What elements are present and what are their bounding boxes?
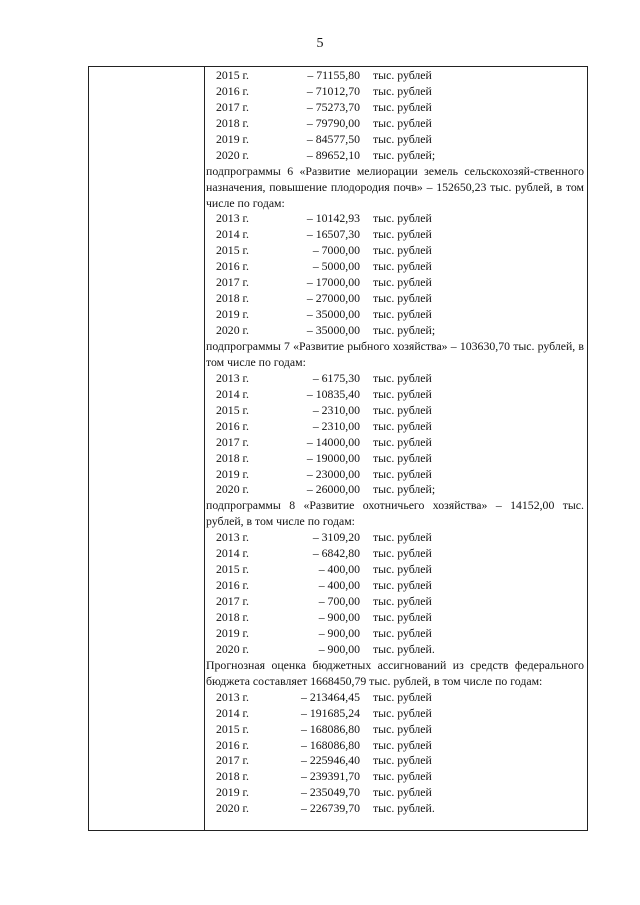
year: 2013 г. [216, 689, 249, 704]
amount: – 10142,93 [306, 211, 360, 226]
year-row [206, 482, 584, 498]
unit: тыс. рублей [373, 275, 432, 290]
amount: – 6175,30 [312, 370, 360, 385]
year: 2014 г. [216, 705, 249, 720]
unit: тыс. рублей. [373, 641, 435, 656]
year-row [206, 467, 584, 483]
year: 2013 г. [216, 530, 249, 545]
amount: – 400,00 [318, 578, 360, 593]
year: 2013 г. [216, 211, 249, 226]
year-row [206, 68, 584, 84]
amount: – 10835,40 [306, 386, 360, 401]
amount: – 79790,00 [306, 115, 360, 130]
year: 2019 г. [216, 785, 249, 800]
unit: тыс. рублей [373, 705, 432, 720]
year-row [206, 642, 584, 658]
year: 2018 г. [216, 769, 249, 784]
funding-text-cell [206, 68, 584, 817]
year-row [206, 769, 584, 785]
unit: тыс. рублей. [373, 801, 435, 816]
year-row [206, 562, 584, 578]
unit: тыс. рублей [373, 578, 432, 593]
year-row [206, 753, 584, 769]
amount: – 75273,70 [306, 99, 360, 114]
amount: – 5000,00 [312, 259, 360, 274]
year-row [206, 610, 584, 626]
year: 2019 г. [216, 625, 249, 640]
amount: – 3109,20 [312, 530, 360, 545]
amount: – 84577,50 [306, 131, 360, 146]
year-row [206, 419, 584, 435]
year-row [206, 291, 584, 307]
year: 2016 г. [216, 737, 249, 752]
amount: – 225946,40 [301, 753, 360, 768]
year: 2020 г. [216, 801, 249, 816]
year: 2015 г. [216, 243, 249, 258]
amount: – 900,00 [318, 609, 360, 624]
year-row [206, 435, 584, 451]
amount: – 23000,00 [306, 466, 360, 481]
amount: – 26000,00 [306, 482, 360, 497]
unit: тыс. рублей [373, 418, 432, 433]
unit: тыс. рублей; [373, 323, 436, 338]
unit: тыс. рублей [373, 769, 432, 784]
subprogram-6-years [206, 211, 584, 339]
year-row [206, 132, 584, 148]
unit: тыс. рублей [373, 243, 432, 258]
subprogram-8-heading: подпрограммы 8 «Развитие охотничьего хозяйства» – 14152,00 тыс. рублей, в том числе по годам: [206, 498, 584, 529]
unit: тыс. рублей [373, 450, 432, 465]
subprogram-7-years [206, 371, 584, 499]
amount: – 16507,30 [306, 227, 360, 242]
year-row [206, 100, 584, 116]
amount: – 27000,00 [306, 291, 360, 306]
federal-budget-years [206, 690, 584, 818]
unit: тыс. рублей [373, 530, 432, 545]
amount: – 168086,80 [301, 737, 360, 752]
unit: тыс. рублей [373, 562, 432, 577]
year: 2016 г. [216, 259, 249, 274]
year-row [206, 211, 584, 227]
year: 2020 г. [216, 641, 249, 656]
amount: – 2310,00 [312, 402, 360, 417]
amount: – 71155,80 [307, 68, 360, 82]
unit: тыс. рублей [373, 259, 432, 274]
year-row [206, 307, 584, 323]
unit: тыс. рублей; [373, 482, 436, 497]
unit: тыс. рублей [373, 466, 432, 481]
year: 2020 г. [216, 323, 249, 338]
year: 2014 г. [216, 546, 249, 561]
unit: тыс. рублей [373, 307, 432, 322]
year-row [206, 801, 584, 817]
year-row [206, 323, 584, 339]
unit: тыс. рублей [373, 785, 432, 800]
year-row [206, 148, 584, 164]
subprogram-8-years [206, 530, 584, 658]
first-block [206, 68, 584, 164]
year: 2018 г. [216, 450, 249, 465]
unit: тыс. рублей [373, 386, 432, 401]
year: 2017 г. [216, 434, 249, 449]
year: 2017 г. [216, 753, 249, 768]
unit: тыс. рублей [373, 609, 432, 624]
unit: тыс. рублей [373, 68, 432, 82]
year-row [206, 371, 584, 387]
year: 2020 г. [216, 482, 249, 497]
federal-budget-heading: Прогнозная оценка бюджетных ассигнований из средств федерального бюджета составляет 1668450,79 тыс. рублей, в том числе по годам: [206, 657, 584, 688]
subprogram-7-heading: подпрограммы 7 «Развитие рыбного хозяйства» – 103630,70 тыс. рублей, в том числе по годам: [206, 338, 584, 369]
unit: тыс. рублей [373, 131, 432, 146]
year: 2019 г. [216, 466, 249, 481]
year: 2019 г. [216, 307, 249, 322]
amount: – 17000,00 [306, 275, 360, 290]
unit: тыс. рублей [373, 227, 432, 242]
amount: – 900,00 [318, 625, 360, 640]
amount: – 239391,70 [301, 769, 360, 784]
amount: – 6842,80 [312, 546, 360, 561]
year: 2016 г. [216, 578, 249, 593]
unit: тыс. рублей [373, 211, 432, 226]
amount: – 7000,00 [312, 243, 360, 258]
unit: тыс. рублей [373, 753, 432, 768]
year: 2013 г. [216, 370, 249, 385]
unit: тыс. рублей [373, 594, 432, 609]
year-row [206, 690, 584, 706]
amount: – 89652,10 [306, 147, 360, 162]
amount: – 226739,70 [301, 801, 360, 816]
amount: – 19000,00 [306, 450, 360, 465]
amount: – 2310,00 [312, 418, 360, 433]
amount: – 168086,80 [301, 721, 360, 736]
unit: тыс. рублей [373, 83, 432, 98]
year: 2017 г. [216, 99, 249, 114]
year-row [206, 275, 584, 291]
amount: – 400,00 [318, 562, 360, 577]
year: 2015 г. [216, 562, 249, 577]
year-row [206, 451, 584, 467]
amount: – 235049,70 [301, 785, 360, 800]
page-number: 5 [316, 36, 324, 51]
year: 2017 г. [216, 275, 249, 290]
subprogram-6-heading: подпрограммы 6 «Развитие мелиорации земель сельскохозяй-ственного назначения, повышение плодородия почв» – 152650,23 тыс. рублей, в том числе по годам: [206, 163, 584, 210]
unit: тыс. рублей [373, 291, 432, 306]
unit: тыс. рублей [373, 434, 432, 449]
year: 2014 г. [216, 227, 249, 242]
year: 2016 г. [216, 418, 249, 433]
amount: – 191685,24 [301, 705, 360, 720]
unit: тыс. рублей [373, 546, 432, 561]
year-row [206, 227, 584, 243]
unit: тыс. рублей; [373, 147, 436, 162]
unit: тыс. рублей [373, 625, 432, 640]
year-row [206, 403, 584, 419]
year: 2018 г. [216, 115, 249, 130]
year: 2018 г. [216, 291, 249, 306]
unit: тыс. рублей [373, 115, 432, 130]
year: 2020 г. [216, 147, 249, 162]
year: 2015 г. [216, 402, 249, 417]
amount: – 35000,00 [306, 323, 360, 338]
unit: тыс. рублей [373, 99, 432, 114]
year-row [206, 785, 584, 801]
year: 2019 г. [216, 131, 249, 146]
year-row [206, 738, 584, 754]
unit: тыс. рублей [373, 402, 432, 417]
year-row [206, 578, 584, 594]
year-row [206, 706, 584, 722]
year-row [206, 594, 584, 610]
year-row [206, 84, 584, 100]
year-row [206, 243, 584, 259]
amount: – 14000,00 [306, 434, 360, 449]
year: 2014 г. [216, 386, 249, 401]
year-row [206, 626, 584, 642]
year-row [206, 116, 584, 132]
year-row [206, 530, 584, 546]
amount: – 900,00 [318, 641, 360, 656]
unit: тыс. рублей [373, 370, 432, 385]
column-divider [204, 67, 205, 830]
unit: тыс. рублей [373, 689, 432, 704]
amount: – 71012,70 [306, 83, 360, 98]
year-row [206, 722, 584, 738]
year: 2015 г. [216, 721, 249, 736]
year: 2017 г. [216, 594, 249, 609]
amount: – 700,00 [318, 594, 360, 609]
amount: – 213464,45 [301, 689, 360, 704]
year-row [206, 546, 584, 562]
year: 2015 г. [216, 68, 249, 82]
year-row [206, 259, 584, 275]
amount: – 35000,00 [306, 307, 360, 322]
year-row [206, 387, 584, 403]
unit: тыс. рублей [373, 721, 432, 736]
unit: тыс. рублей [373, 737, 432, 752]
year: 2018 г. [216, 609, 249, 624]
year: 2016 г. [216, 83, 249, 98]
